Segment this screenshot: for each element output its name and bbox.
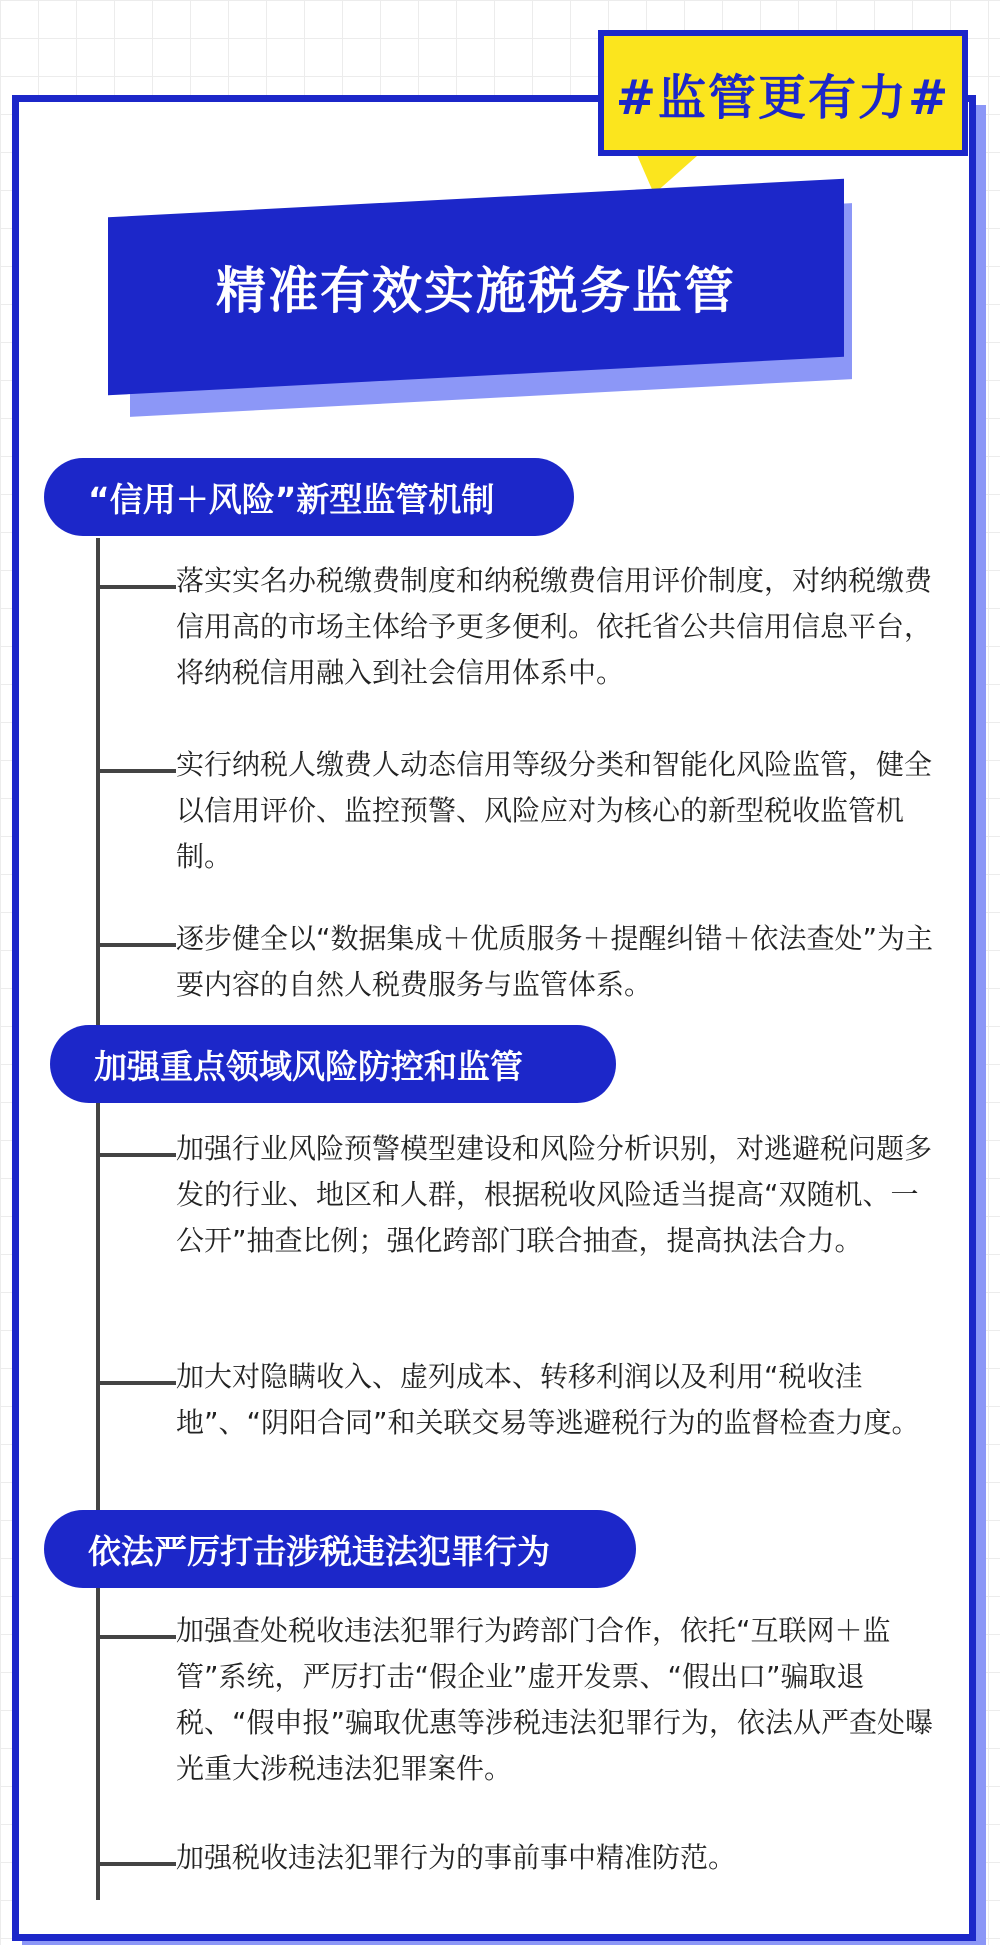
timeline-dash (100, 1862, 176, 1866)
list-item (100, 558, 940, 696)
list-item-text: 加强查处税收违法犯罪行为跨部门合作，依托“互联网＋监管”系统，严厉打击“假企业”虚开发票、“假出口”骗取退税、“假申报”骗取优惠等涉税违法犯罪行为，依法从严查处曝光重大涉税违法犯罪案件。 (176, 1614, 934, 1785)
list-item-text: 加大对隐瞒收入、虚列成本、转移利润以及利用“税收洼地”、“阴阳合同”和关联交易等逃避税行为的监督检查力度。 (176, 1360, 920, 1439)
section-heading (44, 458, 574, 536)
hashtag-text: #监管更有力# (615, 69, 951, 126)
list-item (100, 742, 940, 880)
timeline-dash (100, 585, 176, 589)
list-item (100, 1608, 940, 1792)
list-item (100, 1835, 940, 1881)
timeline-dash (100, 769, 176, 773)
list-item-text: 加强行业风险预警模型建设和风险分析识别，对逃避税问题多发的行业、地区和人群，根据税收风险适当提高“双随机、一公开”抽查比例；强化跨部门联合抽查，提高执法合力。 (176, 1132, 933, 1257)
timeline-dash (100, 943, 176, 947)
section-heading (44, 1510, 636, 1588)
section-heading-text: 依法严厉打击涉税违法犯罪行为 (88, 1531, 550, 1571)
list-item-text: 逐步健全以“数据集成＋优质服务＋提醒纠错＋依法查处”为主要内容的自然人税费服务与监管体系。 (176, 922, 934, 1001)
list-item (100, 1354, 940, 1446)
timeline-dash (100, 1153, 176, 1157)
hashtag-badge (598, 30, 968, 156)
section-heading (50, 1025, 616, 1103)
list-item-text: 落实实名办税缴费制度和纳税缴费信用评价制度，对纳税缴费信用高的市场主体给予更多便利。依托省公共信用信息平台，将纳税信用融入到社会信用体系中。 (176, 564, 933, 689)
section-heading-text: 加强重点领域风险防控和监管 (94, 1046, 523, 1086)
list-item-text: 加强税收违法犯罪行为的事前事中精准防范。 (176, 1841, 737, 1874)
page-title: 精准有效实施税务监管 (216, 262, 736, 320)
list-item (100, 1126, 940, 1264)
list-item (100, 916, 940, 1008)
timeline-dash (100, 1381, 176, 1385)
list-item-text: 实行纳税人缴费人动态信用等级分类和智能化风险监管，健全以信用评价、监控预警、风险应对为核心的新型税收监管机制。 (176, 748, 933, 873)
timeline-dash (100, 1635, 176, 1639)
section-heading-text: “信用＋风险”新型监管机制 (88, 479, 495, 519)
